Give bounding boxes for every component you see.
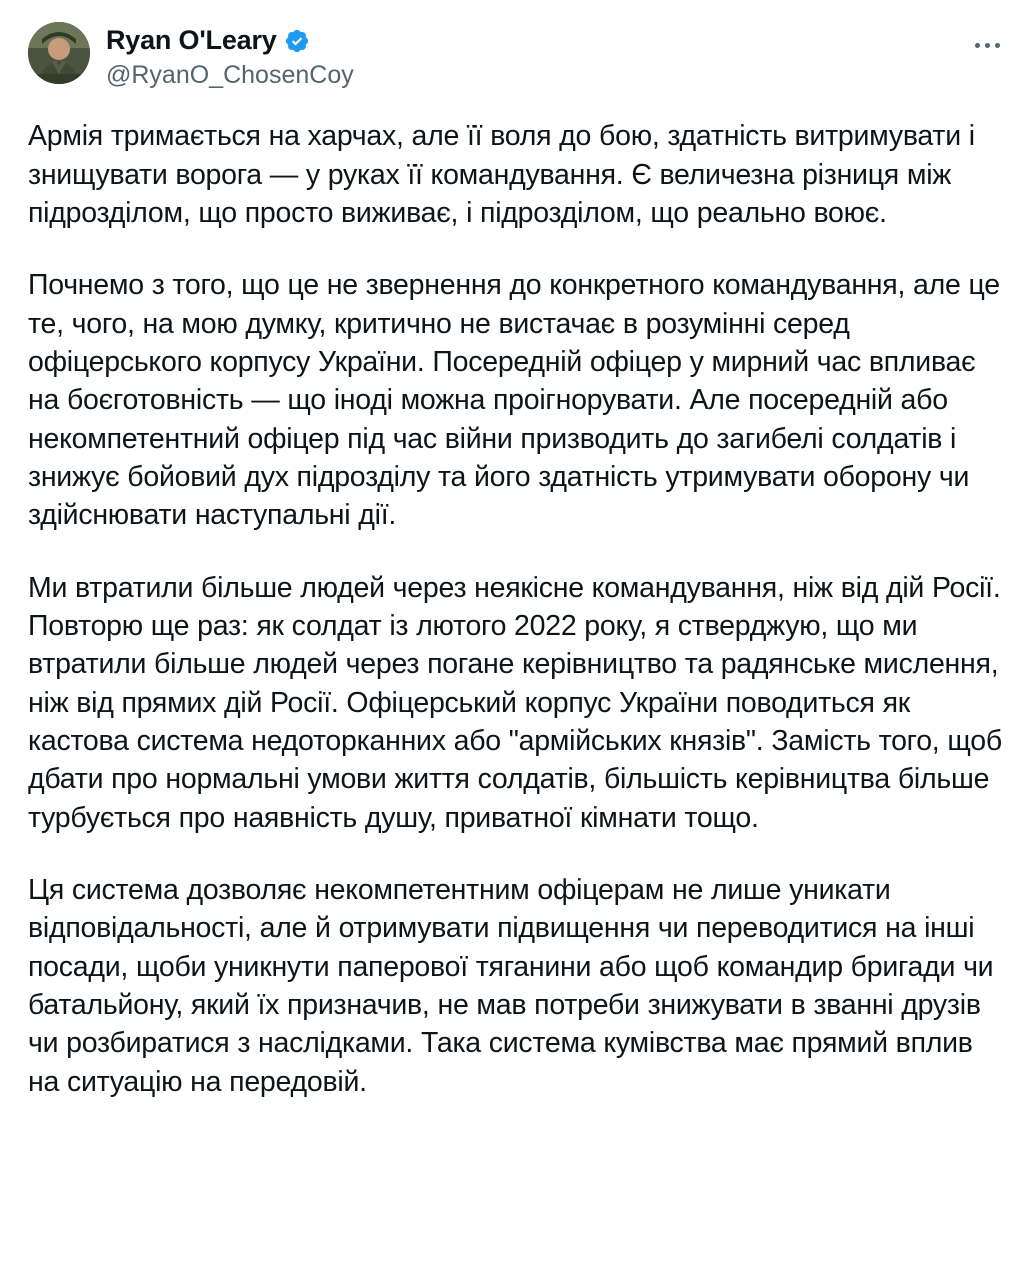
tweet-paragraph: Почнемо з того, що це не звернення до конкретного командування, але це те, чого, на мою думку, критично не вистачає в розумінні серед офіцерського корпусу України. Посередній офіцер у мирний час впливає на боєготовність — що іноді можна проігнорувати. Але посередній або некомпетентний офіцер під час війни призводить до загибелі солдатів і знижує бойовий дух підрозділу та його здатність утримувати оборону чи здійснювати наступальні дії. <box>28 269 1000 532</box>
tweet-paragraph: Ми втратили більше людей через неякісне командування, ніж від дій Росії. Повторю ще раз: як солдат із лютого 2022 року, я стверджую, що ми втратили більше людей через погане керівництво та радянське мислення, ніж від прямих дій Росії. Офіцерський корпус України поводиться як кастова система недоторканних або "армійських князів". Замість того, щоб дбати про нормальні умови життя солдатів, більшість керівництва більше турбується про наявність душу, приватної кімнати тощо. <box>28 571 1002 834</box>
tweet-paragraph: Ця система дозволяє некомпетентним офіцерам не лише уникати відповідальності, але й отримувати підвищення чи переводитися на інші посади, щоби уникнути паперової тяганини або щоб командир бригади чи батальйону, який їх призначив, не мав потреби знижувати в званні друзів чи розбиратися з наслідками. Така система кумівства має прямий вплив на ситуацію на передовій. <box>28 873 994 1098</box>
author-display-name[interactable]: Ryan O'Leary <box>106 25 277 55</box>
tweet-text-body <box>28 117 1007 1101</box>
avatar[interactable] <box>28 22 90 84</box>
more-options-button[interactable] <box>967 30 1007 60</box>
tweet-paragraph: Армія тримається на харчах, але її воля до бою, здатність витримувати і знищувати ворога — у руках її командування. Є величезна різниця між підрозділом, що просто виживає, і підрозділом, що реально воює. <box>28 120 975 229</box>
more-horizontal-icon-dot-3 <box>995 43 1000 48</box>
more-horizontal-icon-dot-2 <box>985 43 990 48</box>
author-name-row <box>106 25 354 56</box>
verified-badge-icon <box>284 28 310 54</box>
author-identity <box>106 22 354 91</box>
soldier-portrait-avatar <box>28 22 90 84</box>
more-horizontal-icon-dot-1 <box>975 43 980 48</box>
author-handle[interactable]: @RyanO_ChosenCoy <box>106 61 354 90</box>
tweet-header <box>28 22 1007 91</box>
